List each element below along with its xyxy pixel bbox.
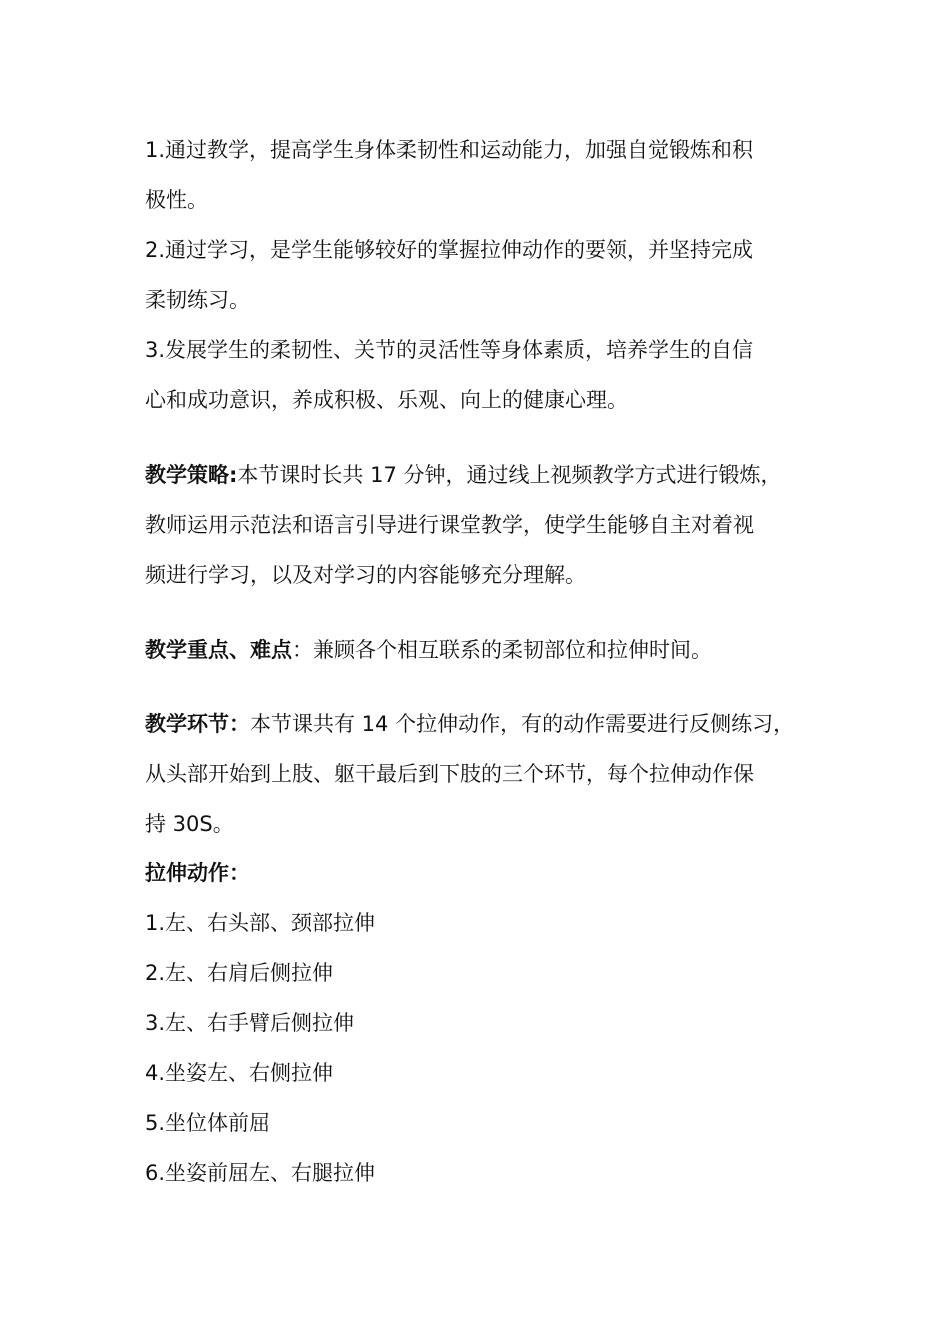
- key-points-label: 教学重点、难点: [145, 638, 292, 662]
- strategy-paragraph-line-1: [145, 461, 781, 489]
- segments-text-line-1: 本节课共有 14 个拉伸动作，有的动作需要进行反侧练习，: [250, 712, 795, 736]
- stretch-item-6: 6.坐姿前屈左、右腿拉伸: [145, 1161, 376, 1185]
- key-points-text: ：兼顾各个相互联系的柔韧部位和拉伸时间。: [292, 638, 712, 662]
- stretch-item-4: 4.坐姿左、右侧拉伸: [145, 1061, 334, 1085]
- key-points-line: [145, 636, 712, 664]
- segments-text-line-3: 持 30S。: [145, 812, 234, 836]
- segments-paragraph-line-1: [145, 710, 794, 738]
- objective-1-line-1: 1.通过教学，提高学生身体柔韧性和运动能力，加强自觉锻炼和积: [145, 138, 754, 162]
- objective-2-line-1: 2.通过学习，是学生能够较好的掌握拉伸动作的要领，并坚持完成: [145, 238, 754, 262]
- stretches-heading: 拉伸动作：: [145, 861, 250, 885]
- stretch-item-5: 5.坐位体前屈: [145, 1111, 271, 1135]
- segments-label: 教学环节：: [145, 712, 250, 736]
- objective-3-line-2: 心和成功意识，养成积极、乐观、向上的健康心理。: [145, 388, 628, 412]
- stretch-item-1: 1.左、右头部、颈部拉伸: [145, 911, 376, 935]
- strategy-label: 教学策略:: [145, 463, 238, 487]
- strategy-text-line-2: 教师运用示范法和语言引导进行课堂教学，使学生能够自主对着视: [145, 513, 754, 537]
- stretch-item-2: 2.左、右肩后侧拉伸: [145, 961, 334, 985]
- strategy-text-line-1: 本节课时长共 17 分钟，通过线上视频教学方式进行锻炼，: [237, 463, 782, 487]
- objective-3-line-1: 3.发展学生的柔韧性、关节的灵活性等身体素质，培养学生的自信: [145, 338, 754, 362]
- stretch-item-3: 3.左、右手臂后侧拉伸: [145, 1011, 355, 1035]
- strategy-text-line-3: 频进行学习，以及对学习的内容能够充分理解。: [145, 563, 586, 587]
- objective-1-line-2: 极性。: [145, 188, 208, 212]
- objective-2-line-2: 柔韧练习。: [145, 288, 250, 312]
- segments-text-line-2: 从头部开始到上肢、躯干最后到下肢的三个环节，每个拉伸动作保: [145, 762, 754, 786]
